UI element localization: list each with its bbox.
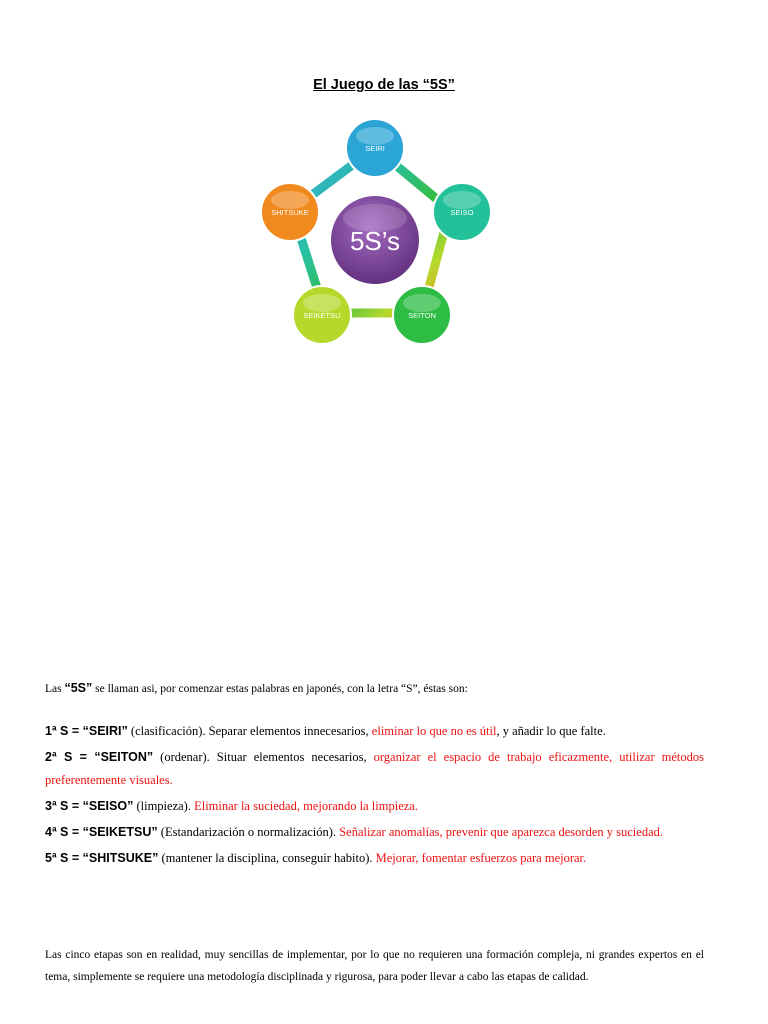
s-item-5 (45, 847, 704, 870)
s-item-highlight: Señalizar anomalías, prevenir que aparezca desorden y suciedad. (339, 825, 663, 839)
s-item-4 (45, 821, 704, 844)
s-item-lead: 3ª S = “SEISO” (45, 799, 134, 813)
node-seiso (433, 183, 491, 241)
node-label: SEIRI (365, 144, 385, 153)
s-item-lead: 2ª S = “SEITON” (45, 750, 154, 764)
intro-paragraph (45, 680, 725, 697)
s-item-highlight: Mejorar, fomentar esfuerzos para mejorar. (375, 851, 587, 865)
s-item-highlight: Eliminar la suciedad, mejorando la limpieza. (194, 799, 418, 813)
node-label: SHITSUKE (271, 208, 309, 217)
s-item-lead: 4ª S = “SEIKETSU” (45, 825, 158, 839)
s-item-plain: (clasificación). Separar elementos innecesarios, (127, 724, 372, 738)
s-item-tail: , y añadir lo que falte. (496, 724, 606, 738)
s-item-2 (45, 746, 704, 792)
s-item-plain: (limpieza). (133, 799, 195, 813)
s-item-highlight: eliminar lo que no es útil (371, 724, 497, 738)
s-item-lead: 1ª S = “SEIRI” (45, 724, 128, 738)
intro-after: se llaman asi, por comenzar estas palabras en japonés, con la letra “S”, éstas son: (92, 683, 468, 695)
s-item-1 (45, 720, 704, 743)
s-item-plain: (Estandarización o normalización). (157, 825, 340, 839)
node-label: SEITON (408, 311, 436, 320)
intro-before: Las (45, 683, 65, 695)
five-s-list (45, 720, 704, 873)
node-shitsuke (261, 183, 319, 241)
s-item-lead: 5ª S = “SHITSUKE” (45, 851, 159, 865)
node-seiton (393, 286, 451, 344)
node-label: SEIKETSU (303, 311, 341, 320)
document-title: El Juego de las “5S” (313, 77, 455, 93)
s-item-plain: (ordenar). Situar elementos necesarios, (153, 750, 374, 764)
s-item-plain: (mantener la disciplina, conseguir habito). (158, 851, 376, 865)
s-item-highlight: organizar el espacio de trabajo eficazmente, utilizar métodos preferentemente visuales. (45, 750, 704, 787)
center-label: 5S’s (349, 226, 401, 256)
center-circle (331, 196, 419, 284)
intro-bold: “5S” (64, 681, 93, 695)
node-label: SEISO (450, 208, 474, 217)
s-item-3 (45, 795, 704, 818)
5s-cycle-diagram (250, 110, 500, 355)
node-seiri (346, 119, 404, 177)
node-seiketsu (293, 286, 351, 344)
closing-paragraph: Las cinco etapas son en realidad, muy sencillas de implementar, por lo que no requieren una formación compleja, ni grandes expertos en el tema, simplemente se requiere una metodología disciplinada y rigurosa, para poder llevar a cabo las etapas de calidad. (45, 949, 704, 983)
